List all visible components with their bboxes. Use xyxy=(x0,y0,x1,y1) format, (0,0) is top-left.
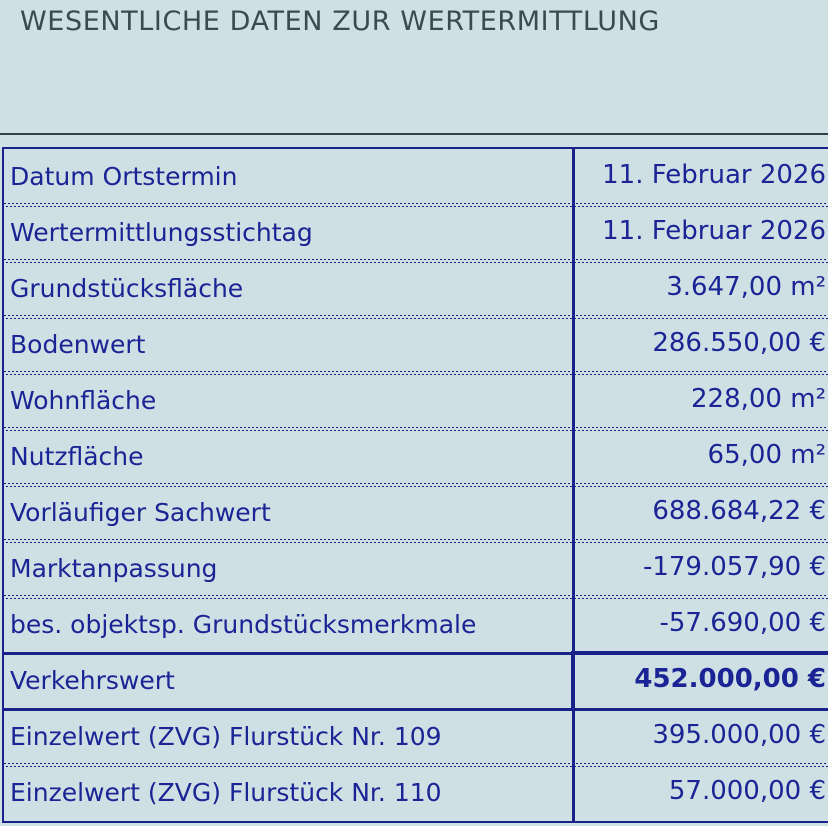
table-row-grundstuecksmerkmale xyxy=(4,597,828,653)
row-label: Wertermittlungsstichtag xyxy=(10,218,313,247)
table-row-grundstuecksflaeche xyxy=(4,261,828,317)
row-value: -179.057,90 € xyxy=(642,552,826,582)
row-value: 65,00 m² xyxy=(707,440,826,470)
row-label: bes. objektsp. Grundstücksmerkmale xyxy=(10,610,477,639)
valuation-table xyxy=(2,147,828,823)
row-label: Verkehrswert xyxy=(10,666,175,695)
table-row-einzelwert-110 xyxy=(4,765,828,821)
row-label: Wohnfläche xyxy=(10,386,157,415)
table-row-wertermittlungsstichtag xyxy=(4,205,828,261)
verkehrswert-value: 452.000,00 € xyxy=(634,664,826,694)
row-label: Nutzfläche xyxy=(10,442,144,471)
table-row-einzelwert-109 xyxy=(4,709,828,765)
row-value: 57.000,00 € xyxy=(668,776,826,806)
page-header xyxy=(0,0,828,135)
table-row-datum-ortstermin xyxy=(4,149,828,205)
row-value: -57.690,00 € xyxy=(659,608,826,638)
row-value: 11. Februar 2026 xyxy=(602,216,826,246)
row-label: Marktanpassung xyxy=(10,554,218,583)
row-label: Bodenwert xyxy=(10,330,146,359)
table-row-verkehrswert xyxy=(4,653,828,709)
table-row-bodenwert xyxy=(4,317,828,373)
table-row-marktanpassung xyxy=(4,541,828,597)
row-value: 395.000,00 € xyxy=(652,720,826,750)
row-value: 11. Februar 2026 xyxy=(602,160,826,190)
row-value: 286.550,00 € xyxy=(652,328,826,358)
row-value: 688.684,22 € xyxy=(652,496,826,526)
row-label: Grundstücksfläche xyxy=(10,274,244,303)
row-label: Datum Ortstermin xyxy=(10,162,238,191)
table-row-vorlaeufiger-sachwert xyxy=(4,485,828,541)
page-title: WESENTLICHE DATEN ZUR WERTERMITTLUNG xyxy=(20,6,660,37)
row-label: Vorläufiger Sachwert xyxy=(10,498,271,527)
row-value: 3.647,00 m² xyxy=(666,272,826,302)
row-label: Einzelwert (ZVG) Flurstück Nr. 109 xyxy=(10,722,442,751)
row-value: 228,00 m² xyxy=(691,384,826,414)
table-row-wohnflaeche xyxy=(4,373,828,429)
row-label: Einzelwert (ZVG) Flurstück Nr. 110 xyxy=(10,778,442,807)
table-row-nutzflaeche xyxy=(4,429,828,485)
